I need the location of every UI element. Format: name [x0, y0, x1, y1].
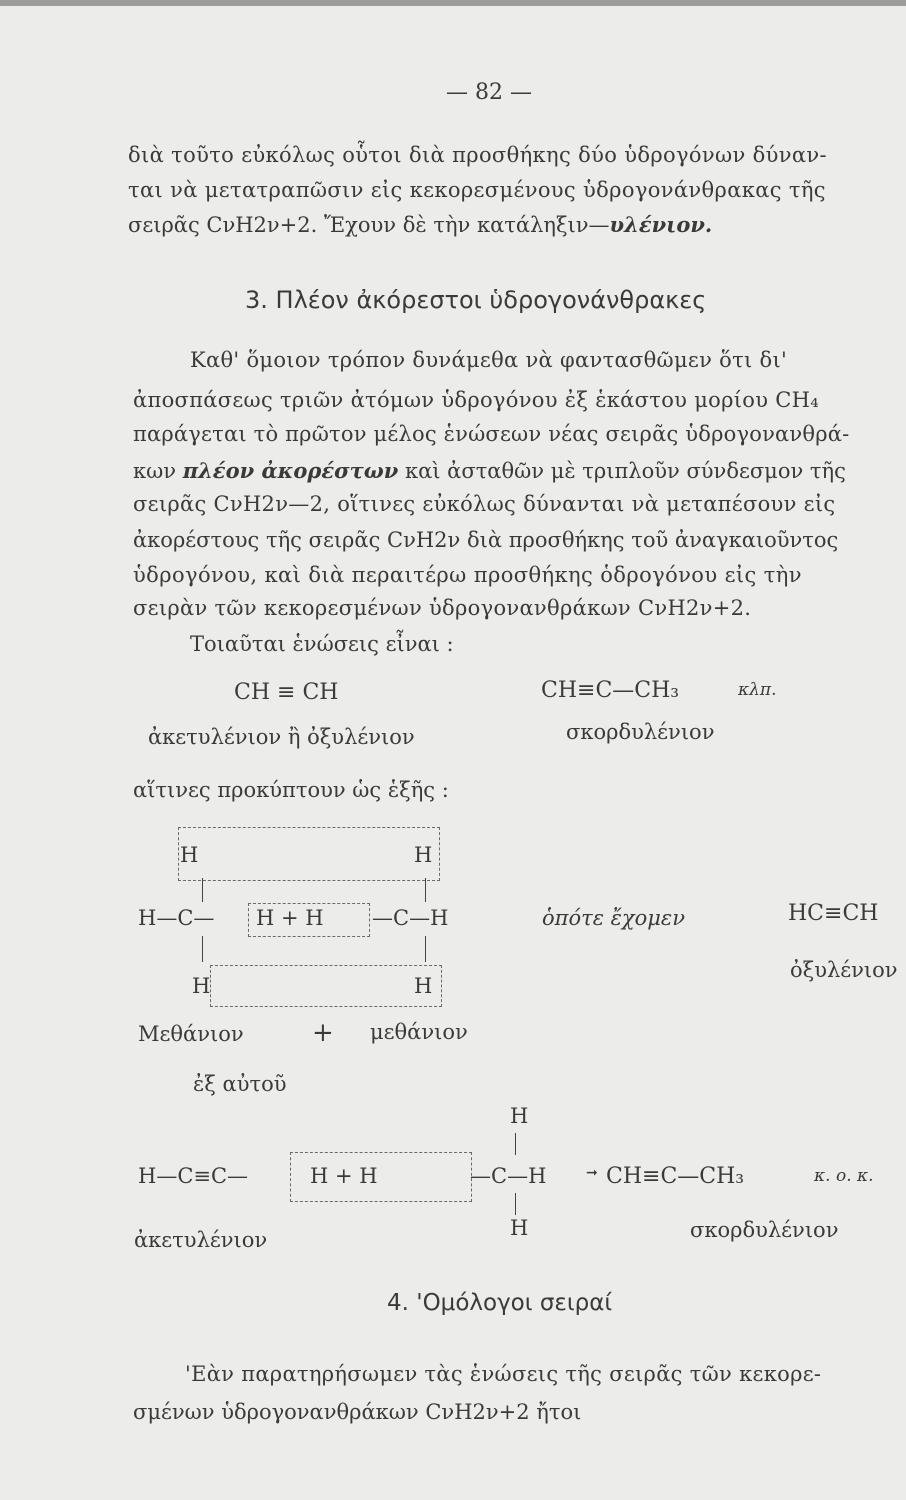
scheme2-h-top: H	[510, 1104, 529, 1128]
para1-line2: ται νὰ μετατραπῶσιν εἰς κεκορεσμένους ὑδρογονάνθρακας τῆς	[128, 178, 826, 202]
scheme1-product-name: ὀξυλένιον	[790, 958, 898, 982]
section-4-heading: 4. 'Ομόλογοι σειραί	[387, 1290, 613, 1316]
scheme1-bottom-box	[210, 965, 442, 1007]
para1-line3	[128, 214, 712, 236]
scheme2-h-bottom: H	[510, 1216, 529, 1240]
section-3-heading: 3. Πλέον ἀκόρεστοι ὑδρογονάνθρακες	[245, 286, 707, 314]
para1-line3-text: σειρᾶς CνH2ν+2. Ἔχουν δὲ τὴν κατάληξιν—	[128, 213, 610, 237]
para2-line6: ἀκορέστους τῆς σειρᾶς CνH2ν διὰ προσθήκης τοῦ ἀναγκαιοῦντος	[133, 528, 839, 552]
page-number: — 82 —	[446, 80, 532, 105]
scheme2-hydrogen-pair: H + H	[310, 1164, 378, 1188]
scheme1-product: HC≡CH	[788, 901, 879, 926]
para3-line1: 'Εὰν παρατηρήσωμεν τὰς ἑνώσεις τῆς σειρᾶς τῶν κεκορε-	[185, 1362, 822, 1386]
scheme1-h-top-left: H	[180, 843, 199, 867]
scheme2-propyne-name: σκορδυλένιον	[690, 1218, 839, 1242]
scheme1-plus: +	[312, 1018, 334, 1048]
scheme1-left-carbon: H—C—	[138, 906, 215, 930]
scheme1-h-top-right: H	[414, 843, 433, 867]
such-compounds-text: Τοιαῦται ἑνώσεις εἶναι :	[190, 632, 454, 656]
scheme1-bond-top-right	[425, 878, 426, 902]
scheme2-bond-top	[515, 1133, 516, 1155]
scheme2-etc: κ. ο. κ.	[814, 1166, 874, 1186]
scheme2-methyl: —C—H	[470, 1164, 547, 1188]
reaction-arrow: ➞	[586, 1165, 598, 1181]
para2-line4-pre: κων	[133, 459, 183, 483]
scheme2-bond-bottom	[515, 1193, 516, 1215]
scheme2-acetylene-name: ἀκετυλένιον	[134, 1228, 268, 1252]
scheme1-h-bottom-left: H	[192, 974, 211, 998]
scheme2-product: CH≡C—CH₃	[606, 1164, 745, 1189]
scheme1-top-box	[178, 827, 440, 881]
scheme1-bond-top-left	[202, 878, 203, 902]
para2-line7: ὑδρογόνου, καὶ διὰ περαιτέρω προσθήκης ὁδρογόνου εἰς τὴν	[133, 563, 802, 587]
para3-line2: σμένων ὑδρογονανθράκων CνH2ν+2 ἤτοι	[133, 1400, 582, 1424]
scan-edge	[0, 0, 906, 6]
scheme1-bond-bottom-right	[425, 936, 426, 962]
scheme1-bond-bottom-left	[202, 936, 203, 962]
para1-line1: διὰ τοῦτο εὐκόλως οὗτοι διὰ προσθήκης δύο ὑδρογόνων δύναν-	[128, 143, 827, 167]
para2-line4-post: καὶ ἀσταθῶν μὲ τριπλοῦν σύνδεσμον τῆς	[398, 459, 846, 483]
scheme1-h-bottom-right: H	[414, 974, 433, 998]
scheme1-hydrogen-pair: H + H	[256, 906, 324, 930]
formula-propyne: CH≡C—CH₃	[541, 678, 680, 703]
formula-acetylene: CH ≡ CH	[234, 680, 339, 705]
whence-text: ὁπότε ἔχομεν	[542, 906, 685, 930]
para2-line8: σειρὰν τῶν κεκορεσμένων ὑδρογονανθράκων CνH2ν+2.	[133, 596, 752, 620]
from-it-text: ἐξ αὐτοῦ	[193, 1072, 287, 1096]
arise-text: αἵτινες προκύπτουν ὡς ἑξῆς :	[133, 778, 449, 802]
scheme1-right-carbon: —C—H	[372, 906, 449, 930]
term-more-unsaturated: πλέον ἀκορέστων	[182, 458, 399, 483]
acetylene-name: ἀκετυλένιον ἢ ὀξυλένιον	[148, 725, 415, 749]
methane-label-left: Μεθάνιον	[138, 1022, 244, 1046]
scheme2-acetylene: H—C≡C—	[138, 1164, 249, 1188]
para2-line5: σειρᾶς CνH2ν—2, οἵτινες εὐκόλως δύνανται νὰ μεταπέσουν εἰς	[133, 492, 836, 516]
propyne-name: σκορδυλένιον	[566, 720, 715, 744]
para2-line4	[133, 460, 846, 482]
para2-line3: παράγεται τὸ πρῶτον μέλος ἑνώσεων νέας σειρᾶς ὑδρογονανθρά-	[133, 422, 850, 446]
methane-label-right: μεθάνιον	[370, 1020, 468, 1044]
etc-abbrev: κλπ.	[738, 680, 777, 700]
para2-line2: ἀποσπάσεως τριῶν ἀτόμων ὑδρογόνου ἐξ ἑκάστου μορίου CH₄	[133, 388, 819, 412]
suffix-ylenion: υλένιον.	[609, 212, 713, 237]
para2-line1: Καθ' ὅμοιον τρόπον δυνάμεθα νὰ φαντασθῶμεν ὅτι δι'	[190, 348, 788, 372]
